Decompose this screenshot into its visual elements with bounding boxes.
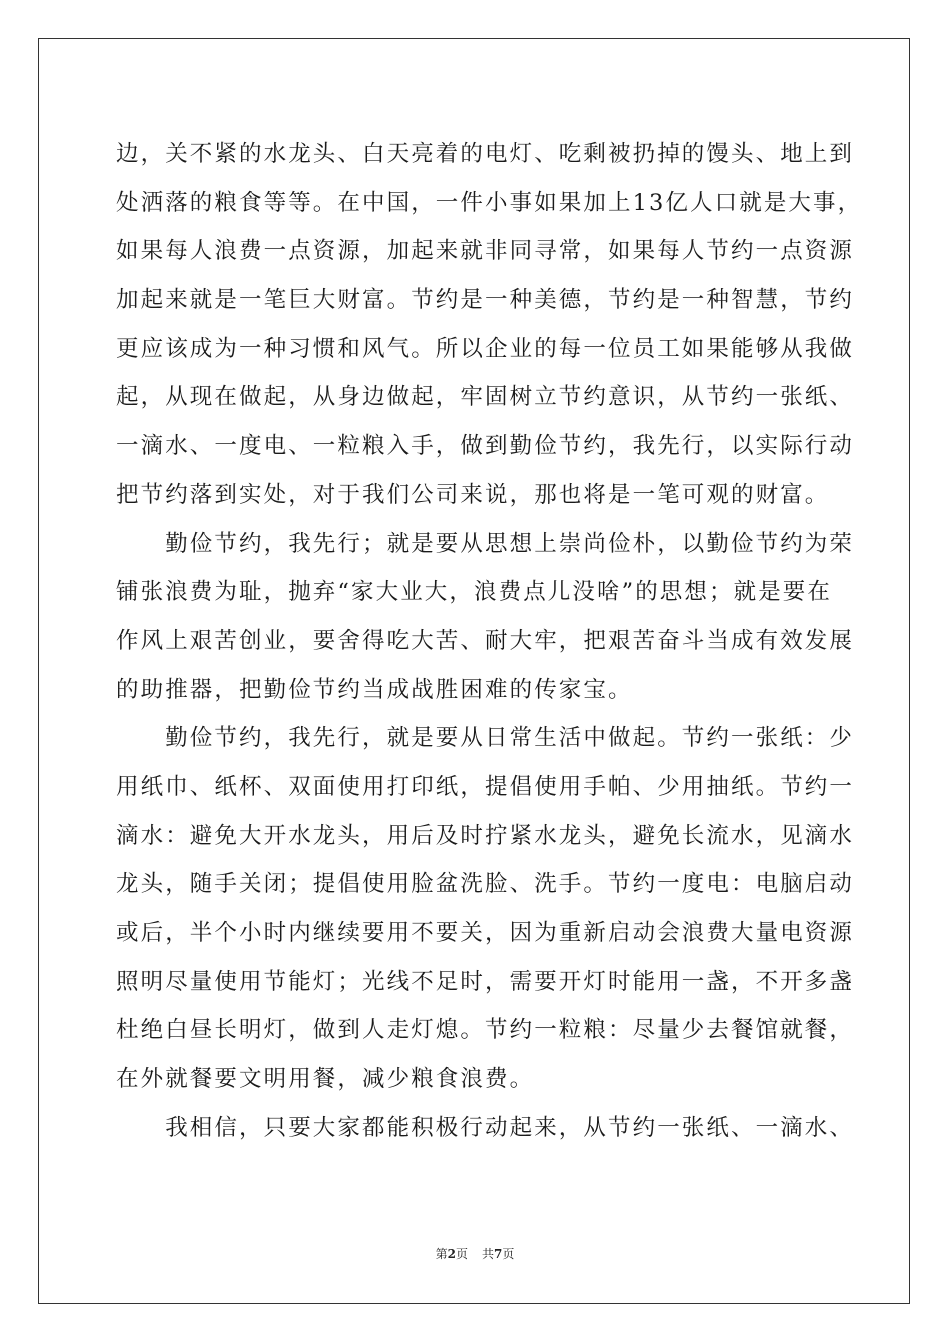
text-line: 用纸巾、纸杯、双面使用打印纸，提倡使用手帕、少用抽纸。节约一 — [116, 773, 855, 800]
page-prefix: 第 — [435, 1247, 448, 1261]
total-page-number: 7 — [494, 1247, 503, 1261]
text-line: 如果每人浪费一点资源，加起来就非同寻常，如果每人节约一点资源 — [116, 238, 855, 265]
text-line: 一滴水、一度电、一粒粮入手，做到勤俭节约，我先行，以实际行动 — [116, 433, 855, 460]
text-line: 杜绝白昼长明灯，做到人走灯熄。节约一粒粮：尽量少去餐馆就餐， — [116, 1017, 855, 1044]
text-line: 铺张浪费为耻，抛弃“家大业大，浪费点儿没啥”的思想；就是要在 — [116, 579, 833, 606]
text-line: 龙头，随手关闭；提倡使用脸盆洗脸、洗手。节约一度电：电脑启动 — [116, 871, 855, 898]
text-line: 起，从现在做起，从身边做起，牢固树立节约意识，从节约一张纸、 — [116, 384, 855, 411]
text-line: 或后，半个小时内继续要用不要关，因为重新启动会浪费大量电资源 — [116, 920, 855, 946]
text-line: 的助推器，把勤俭节约当成战胜困难的传家宝。 — [116, 676, 633, 703]
text-line: 滴水：避免大开水龙头，用后及时拧紧水龙头，避免长流水，见滴水 — [116, 822, 855, 849]
page-number-footer — [0, 1245, 950, 1262]
total-prefix: 共 — [482, 1247, 495, 1261]
text-line: 在外就餐要文明用餐，减少粮食浪费。 — [116, 1066, 535, 1093]
text-line: 处洒落的粮食等等。在中国，一件小事如果加上13亿人口就是大事， — [116, 189, 863, 216]
text-line: 作风上艰苦创业，要舍得吃大苦、耐大牢，把艰苦奋斗当成有效发展 — [116, 627, 855, 654]
text-line: 加起来就是一笔巨大财富。节约是一种美德，节约是一种智慧，节约 — [116, 287, 855, 314]
text-line: 把节约落到实处，对于我们公司来说，那也将是一笔可观的财富。 — [116, 481, 830, 508]
paragraph-start-line: 我相信，只要大家都能积极行动起来，从节约一张纸、一滴水、 — [116, 1114, 855, 1141]
text-line: 更应该成为一种习惯和风气。所以企业的每一位员工如果能够从我做 — [116, 335, 855, 362]
text-line: 边，关不紧的水龙头、白天亮着的电灯、吃剩被扔掉的馒头、地上到 — [116, 141, 855, 167]
body-text — [116, 130, 863, 1152]
paragraph-start-line: 勤俭节约，我先行；就是要从思想上崇尚俭朴，以勤俭节约为荣 — [116, 530, 855, 557]
current-page-number: 2 — [447, 1247, 456, 1261]
paragraph-start-line: 勤俭节约，我先行，就是要从日常生活中做起。节约一张纸：少 — [116, 725, 855, 752]
page-suffix: 页 — [455, 1247, 468, 1261]
total-suffix: 页 — [502, 1247, 515, 1261]
text-line: 照明尽量使用节能灯；光线不足时，需要开灯时能用一盏，不开多盏 — [116, 968, 855, 995]
